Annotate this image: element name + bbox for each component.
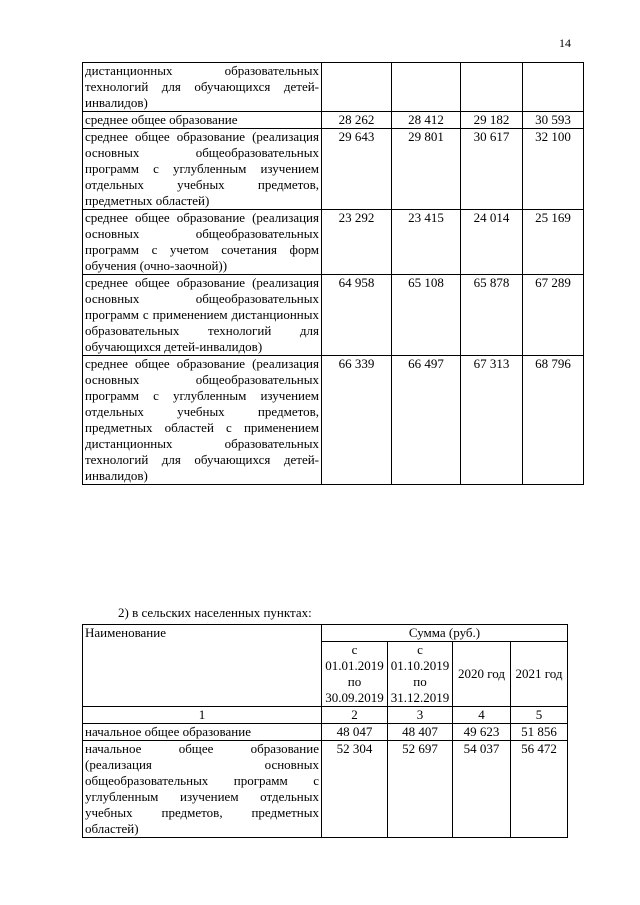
value-cell: 54 037 <box>453 741 511 838</box>
value-cell: 65 878 <box>461 275 523 356</box>
value-cell: 23 415 <box>392 210 461 275</box>
column-number: 5 <box>511 707 568 724</box>
value-cell: 51 856 <box>511 724 568 741</box>
page-number: 14 <box>559 36 571 50</box>
value-cell: 52 697 <box>388 741 453 838</box>
table-row <box>83 724 568 741</box>
value-cell <box>322 63 392 112</box>
value-cell: 67 313 <box>461 356 523 485</box>
value-cell: 29 801 <box>392 129 461 210</box>
header-year-2020: 2020 год <box>453 642 511 707</box>
column-number: 1 <box>83 707 322 724</box>
table-row <box>83 741 568 838</box>
value-cell: 29 182 <box>461 112 523 129</box>
value-cell <box>523 63 584 112</box>
table-row <box>83 356 584 485</box>
value-cell: 24 014 <box>461 210 523 275</box>
value-cell: 28 412 <box>392 112 461 129</box>
tariff-table-rural <box>82 624 568 838</box>
tariff-table-urban <box>82 62 584 485</box>
value-cell: 66 339 <box>322 356 392 485</box>
value-cell: 32 100 <box>523 129 584 210</box>
value-cell: 48 407 <box>388 724 453 741</box>
table-row <box>83 210 584 275</box>
value-cell: 68 796 <box>523 356 584 485</box>
value-cell: 28 262 <box>322 112 392 129</box>
row-name: среднее общее образование (реализация основных общеобразовательных программ с углубленным изучением отдельных учебных предметов, предметных областей) <box>83 129 322 210</box>
value-cell: 52 304 <box>322 741 388 838</box>
value-cell: 29 643 <box>322 129 392 210</box>
column-number: 2 <box>322 707 388 724</box>
table-row <box>83 112 584 129</box>
value-cell: 30 593 <box>523 112 584 129</box>
value-cell: 49 623 <box>453 724 511 741</box>
row-name: среднее общее образование (реализация основных общеобразовательных программ с учетом сочетания форм обучения (очно-заочной)) <box>83 210 322 275</box>
value-cell <box>461 63 523 112</box>
value-cell: 65 108 <box>392 275 461 356</box>
header-period-1: с 01.01.2019 по 30.09.2019 <box>322 642 388 707</box>
table-row <box>83 275 584 356</box>
row-name: среднее общее образование (реализация основных общеобразовательных программ с углубленным изучением отдельных учебных предметов, предметных областей с применением дистанционных образовательных технологий для обучающихся детей-инвалидов) <box>83 356 322 485</box>
column-number: 3 <box>388 707 453 724</box>
header-period-2: с 01.10.2019 по 31.12.2019 <box>388 642 453 707</box>
header-sum: Сумма (руб.) <box>322 625 568 642</box>
header-year-2021: 2021 год <box>511 642 568 707</box>
value-cell: 66 497 <box>392 356 461 485</box>
row-name: начальное общее образование <box>83 724 322 741</box>
column-number: 4 <box>453 707 511 724</box>
row-name: начальное общее образование (реализация основных общеобразовательных программ с углубленным изучением отдельных учебных предметов, предметных областей) <box>83 741 322 838</box>
value-cell: 48 047 <box>322 724 388 741</box>
row-name: среднее общее образование (реализация основных общеобразовательных программ с применением дистанционных образовательных технологий для обучающихся детей-инвалидов) <box>83 275 322 356</box>
section-title: 2) в сельских населенных пунктах: <box>118 605 312 620</box>
value-cell: 30 617 <box>461 129 523 210</box>
table-row <box>83 63 584 112</box>
value-cell: 23 292 <box>322 210 392 275</box>
value-cell: 56 472 <box>511 741 568 838</box>
value-cell: 64 958 <box>322 275 392 356</box>
value-cell <box>392 63 461 112</box>
value-cell: 67 289 <box>523 275 584 356</box>
table-header-row <box>83 625 568 642</box>
row-name: среднее общее образование <box>83 112 322 129</box>
table-row <box>83 129 584 210</box>
header-name: Наименование <box>83 625 322 707</box>
row-name: дистанционных образовательных технологий для обучающихся детей-инвалидов) <box>83 63 322 112</box>
value-cell: 25 169 <box>523 210 584 275</box>
numbering-row <box>83 707 568 724</box>
